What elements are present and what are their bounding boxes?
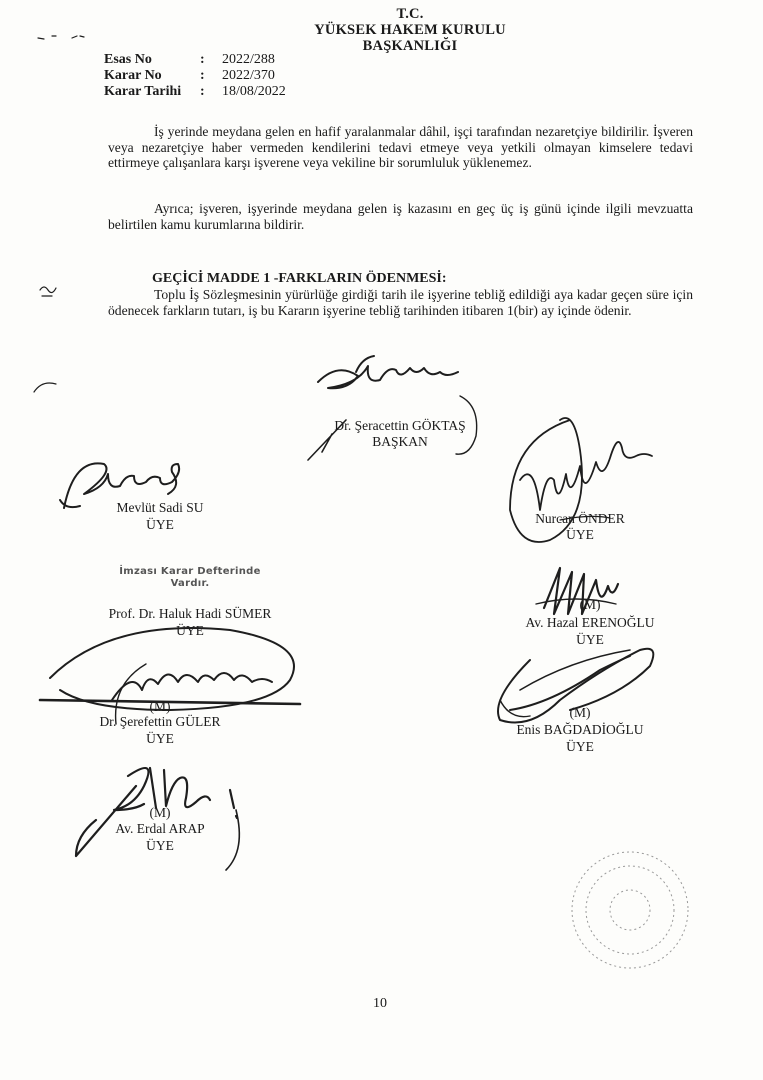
signatory-name-onder: Nurcan ÖNDER (535, 511, 625, 526)
meta-colon: : (200, 52, 205, 67)
meta-row-tarih (104, 84, 286, 100)
signatory-name-baskan: Dr. Şeracettin GÖKTAŞ (334, 418, 466, 433)
meta-key: Esas No (104, 52, 152, 67)
signature-note-stamp: İmzası Karar Defterinde Vardır. (119, 566, 261, 589)
meta-row-esas (104, 52, 286, 68)
signatory-role-erenoglu: ÜYE (576, 632, 604, 647)
header-presidency: BAŞKANLIĞI (362, 38, 458, 54)
signatory-role-sumer: ÜYE (176, 623, 204, 638)
signatory-role-onder: ÜYE (566, 527, 594, 542)
header-institution: YÜKSEK HAKEM KURULU (314, 22, 506, 38)
signatory-name-bagdadioglu: Enis BAĞDADİOĞLU (516, 722, 644, 737)
section-heading: GEÇİCİ MADDE 1 -FARKLARIN ÖDENMESİ: (152, 271, 447, 286)
meta-value: 2022/370 (222, 68, 275, 83)
meta-key: Karar Tarihi (104, 84, 182, 99)
page-number: 10 (373, 996, 387, 1011)
signatory-mark-bagdadioglu: (M) (569, 705, 591, 720)
signatory-role-guler: ÜYE (146, 731, 174, 746)
signatory-mark-guler: (M) (149, 699, 171, 714)
signatory-mark-arap: (M) (149, 805, 171, 820)
seal-stamp (572, 852, 688, 968)
meta-value: 2022/288 (222, 52, 275, 67)
signatory-role-sadi: ÜYE (146, 517, 174, 532)
signatory-name-sadi: Mevlüt Sadi SU (116, 500, 204, 515)
signatory-mark-erenoglu: (M) (579, 597, 601, 612)
paragraph-injury-report: İş yerinde meydana gelen en hafif yaralanmalar dâhil, işçi tarafından nezaretçiye bildirilir. İşveren veya nezaretçiye haber vermeden kendilerini tedavi etmeye veya yetkili olmayan kimselere tedavi ettirmeye çalışanlara karşı işverene veya vekiline bir sorumluluk yüklenemez. (108, 124, 693, 171)
signatory-name-guler: Dr. Şerefettin GÜLER (99, 714, 221, 729)
paragraph-payment: Toplu İş Sözleşmesinin yürürlüğe girdiği tarih ile işyerine tebliğ edildiği aya kadar geçen süre için ödenecek farkların tutarı, iş bu Kararın işyerine tebliğ tarihinden itibaren 1(bir) ay içinde ödenir. (108, 287, 693, 318)
header-tc: T.C. (396, 6, 424, 22)
meta-value: 18/08/2022 (222, 84, 286, 99)
signatory-role-bagdadioglu: ÜYE (566, 739, 594, 754)
meta-key: Karar No (104, 68, 162, 83)
signatory-name-erenoglu: Av. Hazal ERENOĞLU (525, 615, 655, 630)
meta-colon: : (200, 84, 205, 99)
meta-row-karar (104, 68, 286, 84)
signatory-name-sumer: Prof. Dr. Haluk Hadi SÜMER (108, 606, 272, 621)
signatory-name-arap: Av. Erdal ARAP (115, 821, 205, 836)
scan-specks (34, 36, 84, 392)
signatory-role-arap: ÜYE (146, 838, 174, 853)
case-metadata (104, 52, 286, 100)
signatory-role-baskan: BAŞKAN (372, 434, 428, 449)
paragraph-accident-notice: Ayrıca; işveren, işyerinde meydana gelen iş kazasını en geç üç iş günü içinde ilgili mevzuatta belirtilen kamu kurumlarına bildirir. (108, 201, 693, 232)
meta-colon: : (200, 68, 205, 83)
